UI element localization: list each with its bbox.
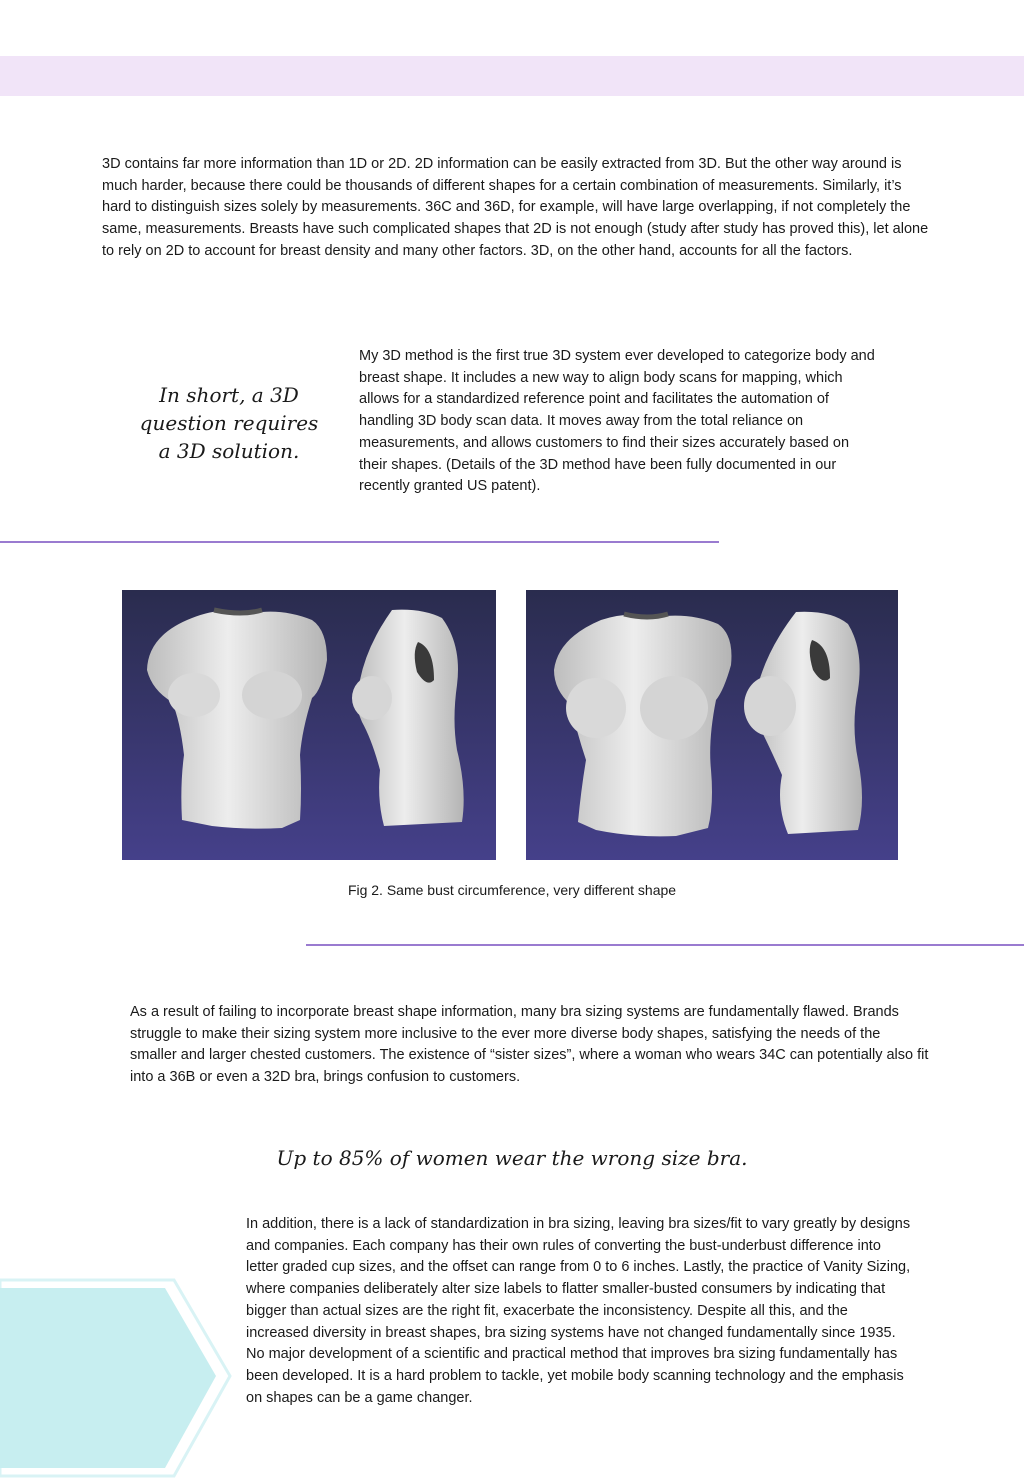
paragraph-sizing-flawed: As a result of failing to incorporate breast shape information, many bra sizing systems are fundamentally flawed. Brands struggle to make their sizing system more inclusive to the ever more diverse body shapes, satisfying the needs of the smaller and larger chested customers. The existence of “sister sizes”, where a woman who wears 34C can potentially also fit into a 36B or even a 32D bra, brings confusion to customers. <box>130 1004 929 1086</box>
body-scan-image-2 <box>526 590 898 860</box>
paragraph-standardization: In addition, there is a lack of standardization in bra sizing, leaving bra sizes/fit to vary greatly by designs and companies. Each company has their own rules of converting the bust-underbust difference into letter graded cup sizes, and the offset can range from 0 to 6 inches. Lastly, the practice of Vanity Sizing, where companies deliberately alter size labels to flatter smaller-busted consumers by indicating that bigger than actual sizes are the right fit, exacerbate the inconsistency. Despite all this, and the increased diversity in breast shapes, bra sizing systems have not changed fundamentally since 1935. No major development of a scientific and practical method that improves bra sizing fundamentally has been developed. It is a hard problem to tackle, yet mobile body scanning technology and the emphasis on shapes can be a game changer. <box>246 1216 911 1406</box>
paragraph-3d-information: 3D contains far more information than 1D or 2D. 2D information can be easily extracted from 3D. But the other way around is much harder, because there could be thousands of different shapes for a certain combination of measurements. Similarly, it’s hard to distinguish sizes solely by measurements. 36C and 36D, for example, will have large overlapping, if not completely the same, measurements. Breasts have such complicated shapes that 2D is not enough (study after study has proved this), let alone to rely on 2D to account for breast density and many other factors. 3D, on the other hand, accounts for all the factors. <box>102 156 929 259</box>
divider-rule-middle <box>306 944 1024 946</box>
paragraph-3d-method: My 3D method is the first true 3D system ever developed to categorize body and breast shape. It includes a new way to align body scans for mapping, which allows for a standardized reference point and facilitates the automation of handling 3D body scan data. It moves away from the total reliance on measurements, and allows customers to find their sizes accurately based on their shapes. (Details of the 3D method have been fully documented in our recently granted US patent). <box>359 348 875 495</box>
figure-caption: Fig 2. Same bust circumference, very different shape <box>347 882 677 898</box>
body-scan-image-1 <box>122 590 496 860</box>
divider-rule-top <box>0 541 719 543</box>
header-band <box>0 56 1024 96</box>
pull-quote-wrong-size: Up to 85% of women wear the wrong size bra. <box>276 1146 748 1170</box>
pull-quote-3d-solution: In short, a 3D question requires a 3D solution. <box>139 383 319 463</box>
decorative-chevron-shape <box>0 1278 232 1479</box>
